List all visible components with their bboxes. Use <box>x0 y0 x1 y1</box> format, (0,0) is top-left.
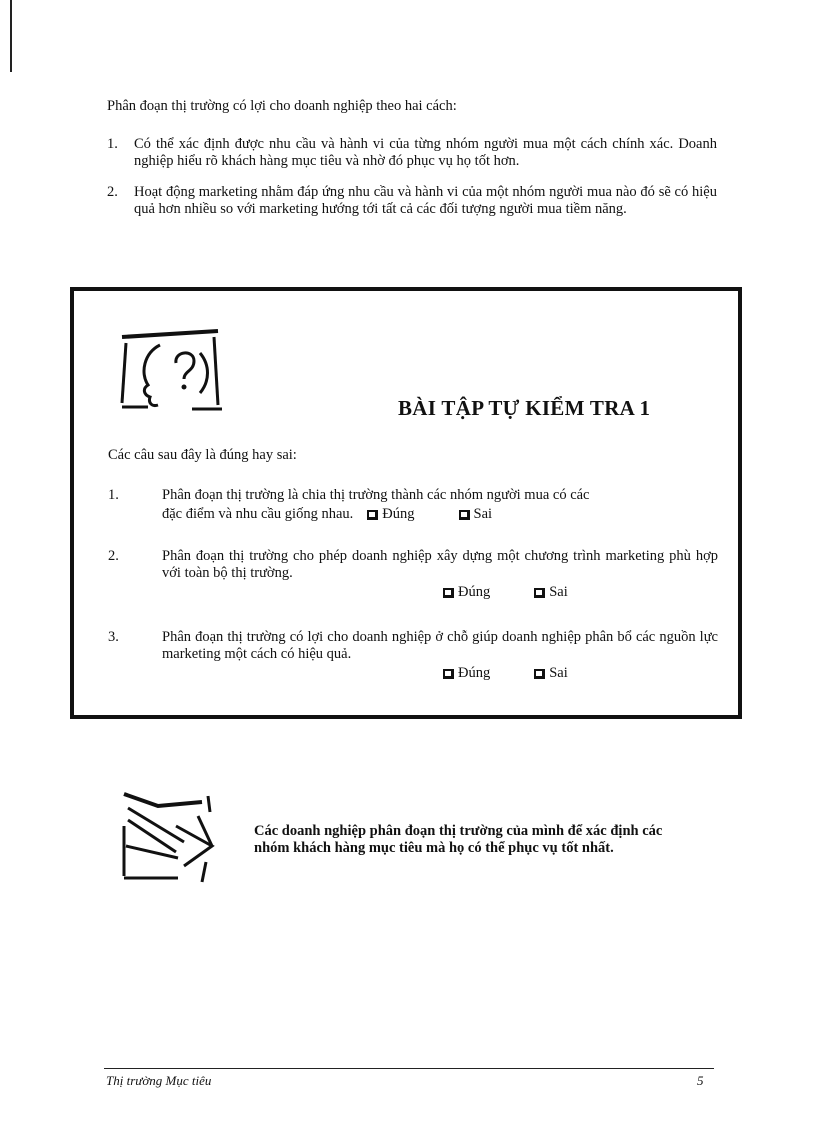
answer-options <box>443 584 568 601</box>
question-text: Phân đoạn thị trường là chia thị trường thành các nhóm người mua có các <box>162 487 590 503</box>
question-text: Phân đoạn thị trường cho phép doanh nghiệp xây dựng một chương trình marketing phù hợp với toàn bộ thị trường. <box>162 548 718 581</box>
question-number: 3. <box>108 629 119 645</box>
list-item <box>107 136 717 170</box>
quiz-question <box>108 548 718 602</box>
checkbox-icon[interactable] <box>443 669 454 679</box>
false-label: Sai <box>473 506 493 522</box>
list-item-text: Hoạt động marketing nhằm đáp ứng nhu cầu và hành vi của một nhóm người mua nào đó sẽ có hiệu quả hơn nhiều so với marketing hướng tới tất cả các đối tượng người mua tiềm năng. <box>134 184 717 217</box>
true-option[interactable] <box>443 665 490 682</box>
true-label: Đúng <box>382 506 415 522</box>
true-label: Đúng <box>458 665 491 681</box>
question-number: 1. <box>108 487 119 503</box>
self-check-box <box>70 287 742 719</box>
checkbox-icon[interactable] <box>534 669 545 679</box>
list-item-number: 1. <box>107 136 118 152</box>
false-option[interactable] <box>534 665 568 682</box>
list-item <box>107 184 717 218</box>
key-point-text: Các doanh nghiệp phân đoạn thị trường của mình để xác định các nhóm khách hàng mục tiêu mà họ có thể phục vụ tốt nhất. <box>254 823 663 856</box>
false-label: Sai <box>549 665 568 681</box>
true-option[interactable] <box>443 584 490 601</box>
list-item-text: Có thể xác định được nhu cầu và hành vi của từng nhóm người mua một cách chính xác. Doanh nghiệp hiểu rõ khách hàng mục tiêu và nhờ đó phục vụ họ tốt hơn. <box>134 136 717 169</box>
quiz-question <box>108 629 718 683</box>
false-option[interactable] <box>534 584 568 601</box>
arrow-pointer-icon <box>118 786 218 886</box>
question-number: 2. <box>108 548 119 564</box>
answer-options <box>367 506 492 523</box>
checkbox-icon[interactable] <box>459 510 470 520</box>
checkbox-icon[interactable] <box>534 588 545 598</box>
page-number: 5 <box>697 1073 704 1088</box>
quiz-prompt: Các câu sau đây là đúng hay sai: <box>108 447 297 463</box>
true-label: Đúng <box>458 584 491 600</box>
quiz-question <box>108 487 718 523</box>
list-item-number: 2. <box>107 184 118 200</box>
answer-options <box>443 665 568 682</box>
checkbox-icon[interactable] <box>443 588 454 598</box>
false-option[interactable] <box>459 506 493 523</box>
false-label: Sai <box>549 584 568 600</box>
question-text: đặc điểm và nhu cầu giống nhau. <box>162 506 354 522</box>
question-text: Phân đoạn thị trường có lợi cho doanh nghiệp ở chỗ giúp doanh nghiệp phân bổ các nguồn lực marketing một cách có hiệu quả. <box>162 629 718 662</box>
checkbox-icon[interactable] <box>367 510 378 520</box>
intro-lead: Phân đoạn thị trường có lợi cho doanh nghiệp theo hai cách: <box>107 98 457 114</box>
true-option[interactable] <box>367 506 414 523</box>
quiz-title: BÀI TẬP TỰ KIỂM TRA 1 <box>398 396 651 420</box>
footer-title: Thị trường Mục tiêu <box>106 1073 212 1088</box>
footer-rule <box>104 1068 714 1069</box>
question-head-icon <box>114 323 226 417</box>
margin-rule <box>10 0 12 72</box>
intro-list <box>107 136 717 232</box>
